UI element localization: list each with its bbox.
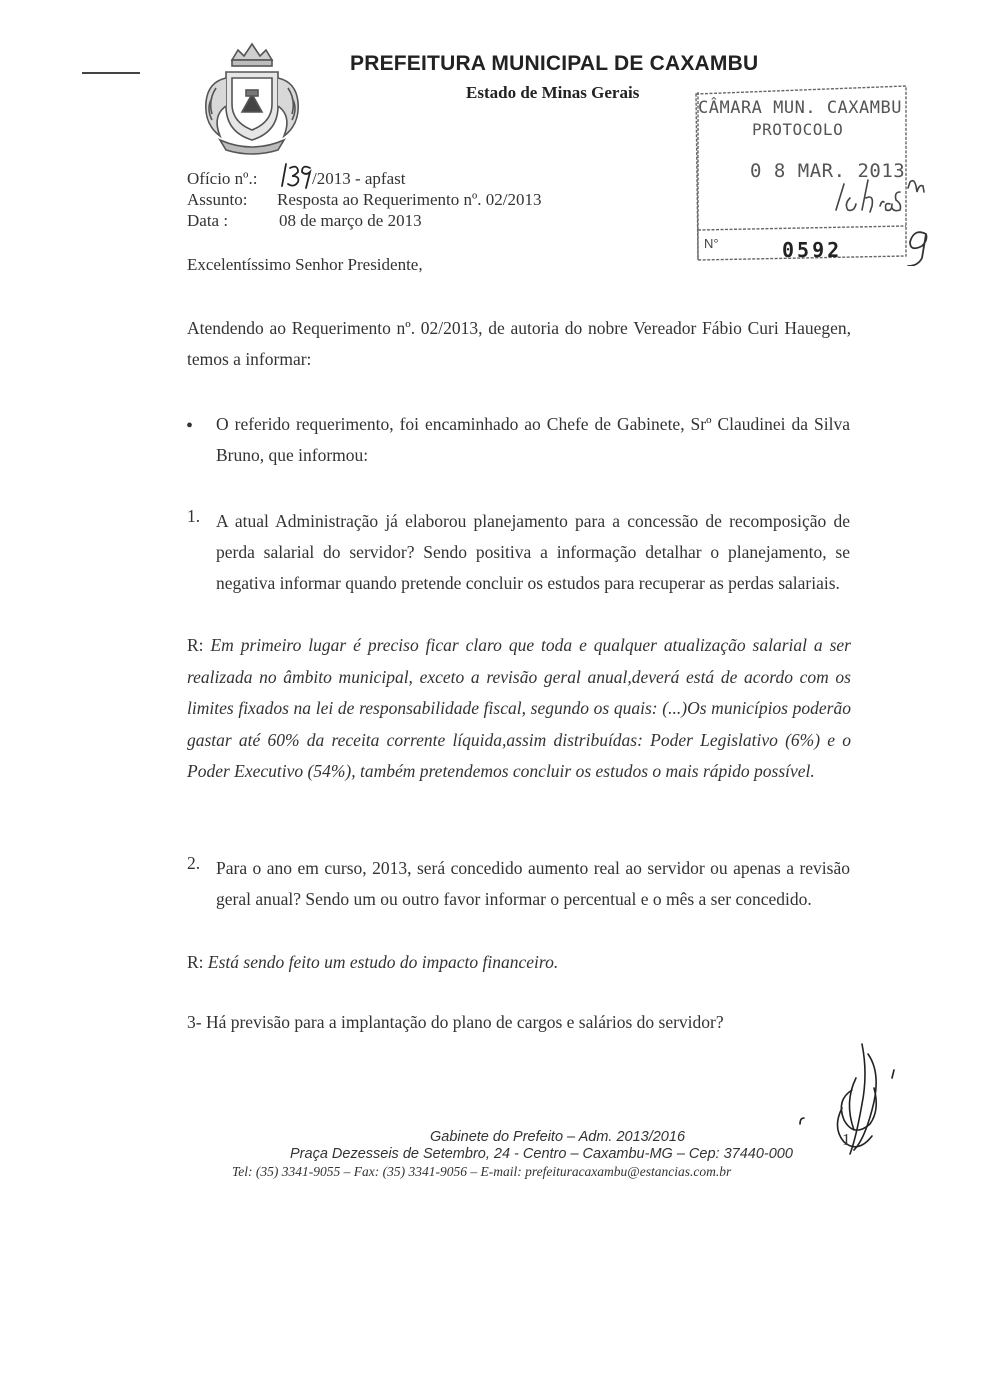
bullet-icon: •	[186, 415, 194, 437]
page-number: 1	[842, 1130, 851, 1149]
answer-2	[187, 947, 851, 979]
salutation: Excelentíssimo Senhor Presidente,	[187, 255, 423, 274]
footer-contact: Tel: (35) 3341-9055 – Fax: (35) 3341-9056 – E-mail: prefeituracaxambu@estancias.com.br	[232, 1164, 732, 1179]
signature-initials-icon	[796, 1038, 916, 1168]
subject-value: Resposta ao Requerimento nº. 02/2013	[277, 190, 542, 209]
handwritten-mark	[896, 222, 940, 266]
municipality-title: PREFEITURA MUNICIPAL DE CAXAMBU	[350, 52, 759, 75]
answer-2-prefix: R:	[187, 952, 204, 972]
question-2-number: 2.	[187, 853, 201, 873]
stamp-date: 0 8 MAR. 2013	[750, 160, 906, 182]
date-label: Data :	[187, 211, 229, 230]
stamp-protocol-label: PROTOCOLO	[752, 120, 844, 139]
date-value: 08 de março de 2013	[279, 211, 422, 230]
footer-office: Gabinete do Prefeito – Adm. 2013/2016	[430, 1129, 686, 1145]
scan-mark-line	[82, 72, 140, 74]
question-1-number: 1.	[187, 506, 201, 526]
answer-1	[187, 630, 851, 788]
question-1-text: A atual Administração já elaborou planejamento para a concessão de recomposição de perda salarial do servidor? Sendo positiva a informação detalhar o planejamento, se negativa informar quando pretende concluir os estudos para recuperar as perdas salariais.	[216, 511, 850, 593]
bullet-paragraph: O referido requerimento, foi encaminhado ao Chefe de Gabinete, Srº Claudinei da Silva Bruno, que informou:	[216, 414, 850, 465]
handwritten-time-annotation	[828, 160, 940, 220]
handwritten-oficio-number	[278, 160, 314, 190]
oficio-label: Ofício nº.:	[187, 169, 258, 188]
stamp-number-label: N°	[704, 236, 719, 251]
stamp-chamber-name: CÂMARA MUN. CAXAMBU	[698, 98, 902, 118]
answer-2-text: Está sendo feito um estudo do impacto financeiro.	[207, 952, 559, 972]
intro-paragraph: Atendendo ao Requerimento nº. 02/2013, de autoria do nobre Vereador Fábio Curi Hauegen, temos a informar:	[187, 318, 851, 369]
subject-label: Assunto:	[187, 190, 248, 209]
question-3-text: 3- Há previsão para a implantação do plano de cargos e salários do servidor?	[187, 1012, 724, 1032]
stamp-number: 0592	[782, 238, 843, 262]
question-2-text: Para o ano em curso, 2013, será concedido aumento real ao servidor ou apenas a revisão geral anual? Sendo um ou outro favor informar o percentual e o mês a ser concedido.	[216, 858, 850, 909]
state-subtitle: Estado de Minas Gerais	[466, 83, 640, 102]
answer-1-text: Em primeiro lugar é preciso ficar claro que toda e qualquer atualização salarial a ser realizada no âmbito municipal, exceto a revisão geral anual,deverá está de acordo com os limites fixados na lei de responsabilidade fiscal, segundo os quais: (...)Os municípios poderão gastar até 60% da receita corrente líquida,assim distribuídas: Poder Legislativo (6%) e o Poder Executivo (54%), também pretendemos concluir os estudos o mais rápido possível.	[187, 635, 851, 781]
footer-address: Praça Dezesseis de Setembro, 24 - Centro – Caxambu-MG – Cep: 37440-000	[290, 1146, 793, 1162]
answer-1-prefix: R:	[187, 635, 204, 655]
oficio-suffix: /2013 - apfast	[312, 169, 406, 188]
coat-of-arms-icon	[196, 38, 308, 156]
